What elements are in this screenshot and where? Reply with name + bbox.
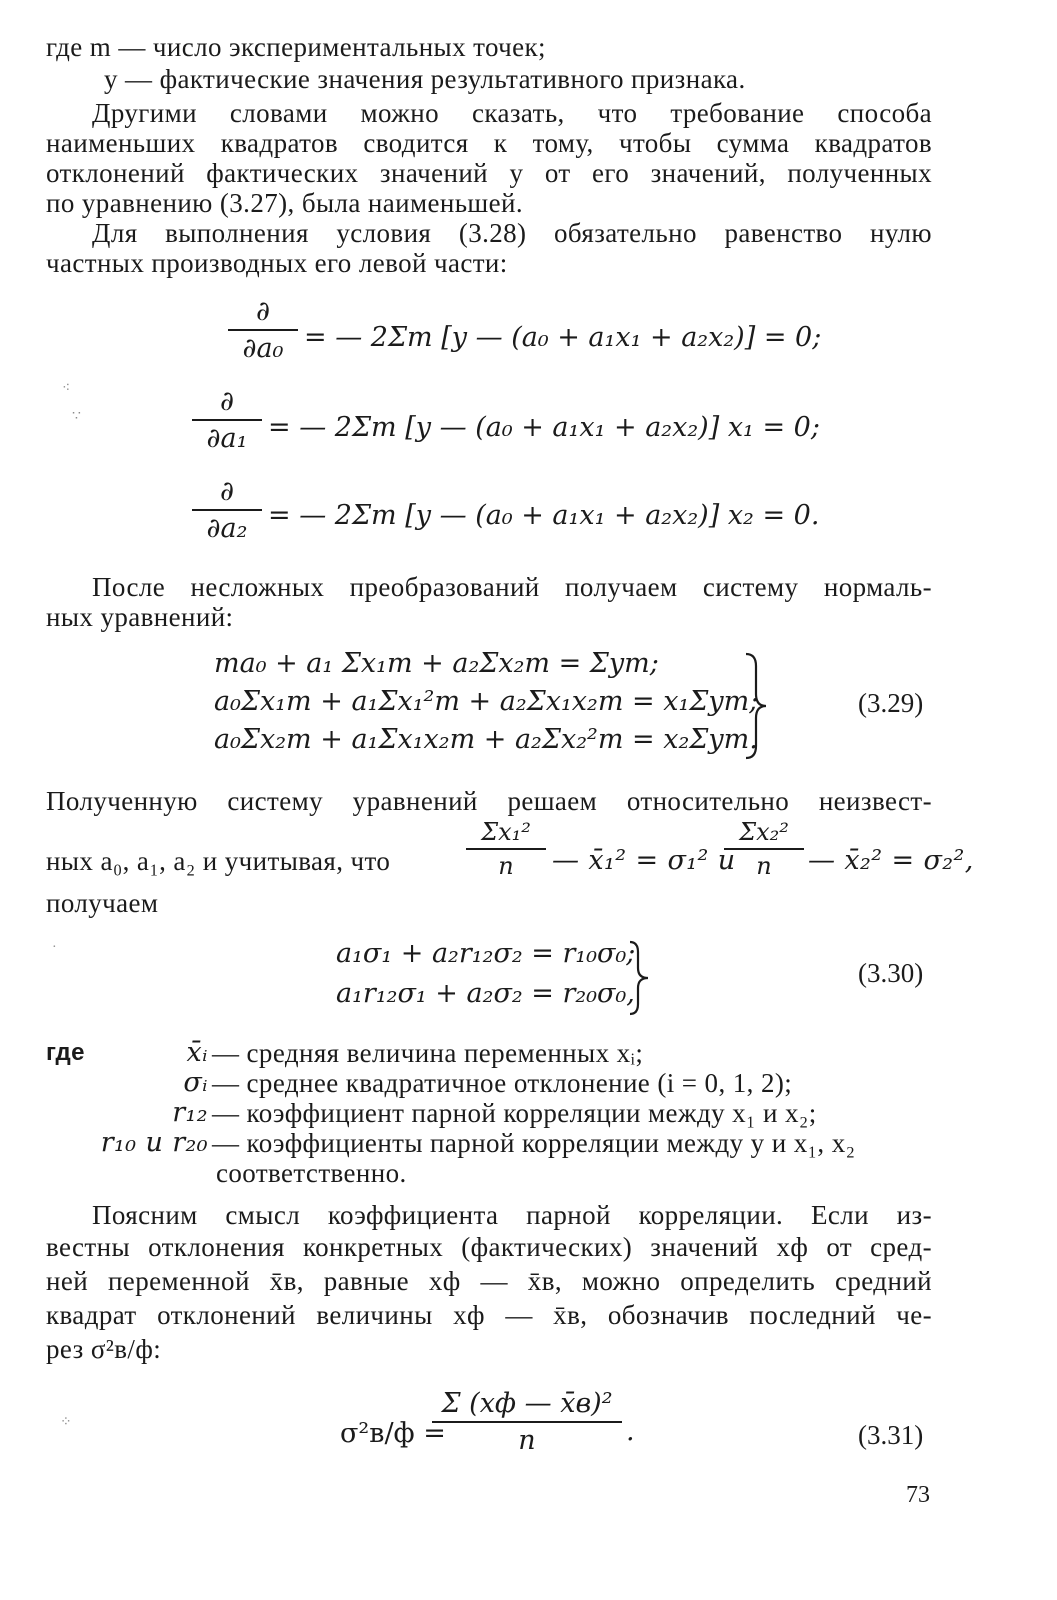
paragraph-1-line-2: наименьших квадратов сводится к тому, чтобы сумма квадратов — [46, 128, 932, 158]
system-line: a₁σ₁ + a₂r₁₂σ₂ = r₁₀σ₀; — [336, 938, 636, 969]
definition-term: x̄ᵢ — [186, 1037, 208, 1068]
paragraph-5-line-1: Поясним смысл коэффициента парной корреляции. Если из- — [92, 1200, 932, 1230]
equation-period: . — [626, 1416, 635, 1447]
inline-fraction-x2 — [724, 818, 804, 880]
right-brace — [742, 652, 772, 760]
paragraph-5-line-3: ней переменной x̄в, равные xф — x̄в, можно определить средний — [46, 1266, 932, 1296]
fraction-numerator: ∂ — [228, 296, 298, 331]
scan-speck: ⁖ — [62, 381, 71, 396]
fraction-denominator: ∂a₂ — [206, 513, 248, 544]
equation-number: (3.29) — [858, 688, 924, 718]
scan-speck: ⁘ — [60, 1415, 72, 1430]
derivative-rhs: = — 2Σm [y — (a₀ + a₁x₁ + a₂x₂)] x₁ = 0; — [268, 412, 820, 443]
paragraph-2-line-1: Для выполнения условия (3.28) обязательно равенство нулю — [92, 218, 932, 248]
fraction-denominator: ∂a₁ — [206, 423, 248, 454]
page-number: 73 — [906, 1482, 930, 1508]
definition-desc: — коэффициент парной корреляции между x₁ и x₂; — [212, 1098, 817, 1128]
paragraph-1-line-1: Другими словами можно сказать, что требование способа — [92, 98, 932, 128]
paragraph-3-line-1: После несложных преобразований получаем систему нормаль- — [92, 572, 932, 602]
derivative-fraction — [192, 386, 262, 454]
fraction-numerator: ∂ — [192, 386, 262, 421]
derivative-rhs: = — 2Σm [y — (a₀ + a₁x₁ + a₂x₂)] x₂ = 0. — [268, 500, 820, 531]
fraction-denominator: ∂a₀ — [242, 333, 284, 364]
paragraph-1-line-4: по уравнению (3.27), была наименьшей. — [46, 188, 523, 218]
derivative-rhs: = — 2Σm [y — (a₀ + a₁x₁ + a₂x₂)] = 0; — [304, 322, 822, 353]
scan-speck: ∵ — [72, 409, 81, 424]
definition-desc: соответственно. — [216, 1158, 407, 1188]
paragraph-2-line-2: частных производных его левой части: — [46, 248, 508, 278]
paragraph-5-line-5: рез σ²в/ф: — [46, 1334, 162, 1364]
derivative-fraction — [192, 476, 262, 544]
fraction-numerator: Σx₂² — [724, 818, 804, 850]
definition-desc: — средняя величина переменных xᵢ; — [212, 1038, 644, 1068]
definition-desc: — коэффициенты парной корреляции между y и x₁, x₂ — [212, 1128, 856, 1158]
equation-number: (3.31) — [858, 1420, 924, 1450]
equation-number: (3.30) — [858, 958, 924, 988]
paragraph-4-line-1: Полученную систему уравнений решаем относительно неизвест- — [46, 786, 932, 816]
inline-variance-2: — x̄₂² = σ₂², — [808, 845, 974, 876]
system-line: a₀Σx₂m + a₁Σx₁x₂m + a₂Σx₂²m = x₂Σym. — [214, 724, 758, 755]
definition-m: где m — число экспериментальных точек; — [46, 32, 546, 62]
definition-term: r₁₀ и r₂₀ — [100, 1127, 208, 1158]
fraction-numerator: ∂ — [192, 476, 262, 511]
definition-desc: — среднее квадратичное отклонение (i = 0, 1, 2); — [212, 1068, 793, 1098]
system-line: a₀Σx₁m + a₁Σx₁²m + a₂Σx₁x₂m = x₁Σym; — [214, 686, 759, 717]
inline-variance-1: — x̄₁² = σ₁² и — [552, 845, 736, 876]
paragraph-5-line-2: вестны отклонения конкретных (фактических) значений xф от сред- — [46, 1232, 932, 1262]
system-line: ma₀ + a₁ Σx₁m + a₂Σx₂m = Σym; — [214, 648, 659, 679]
derivative-fraction — [228, 296, 298, 364]
right-brace — [626, 940, 654, 1016]
paragraph-4-line-3: получаем — [46, 888, 159, 918]
fraction-numerator: Σx₁² — [466, 818, 546, 850]
where-label: где — [46, 1039, 85, 1066]
fraction-denominator: n — [498, 852, 514, 880]
fraction-denominator: n — [518, 1425, 536, 1456]
definition-y: y — фактические значения результативного признака. — [104, 64, 746, 94]
equation-lhs: σ²в/ф = — [340, 1418, 446, 1449]
definition-term: r₁₂ — [172, 1097, 208, 1128]
equation-fraction — [432, 1388, 622, 1456]
paragraph-4-line-2: ных a₀, a₁, a₂ и учитывая, что — [46, 846, 391, 876]
paragraph-3-line-2: ных уравнений: — [46, 602, 234, 632]
scan-speck: · — [52, 940, 57, 955]
paragraph-5-line-4: квадрат отклонений величины xф — x̄в, обозначив последний че- — [46, 1300, 932, 1330]
fraction-numerator: Σ (xф — x̄в)² — [432, 1388, 622, 1423]
fraction-denominator: n — [756, 852, 772, 880]
system-line: a₁r₁₂σ₁ + a₂σ₂ = r₂₀σ₀, — [336, 978, 635, 1009]
paragraph-1-line-3: отклонений фактических значений y от его значений, полученных — [46, 158, 932, 188]
definition-term: σᵢ — [183, 1067, 208, 1098]
inline-fraction-x1 — [466, 818, 546, 880]
